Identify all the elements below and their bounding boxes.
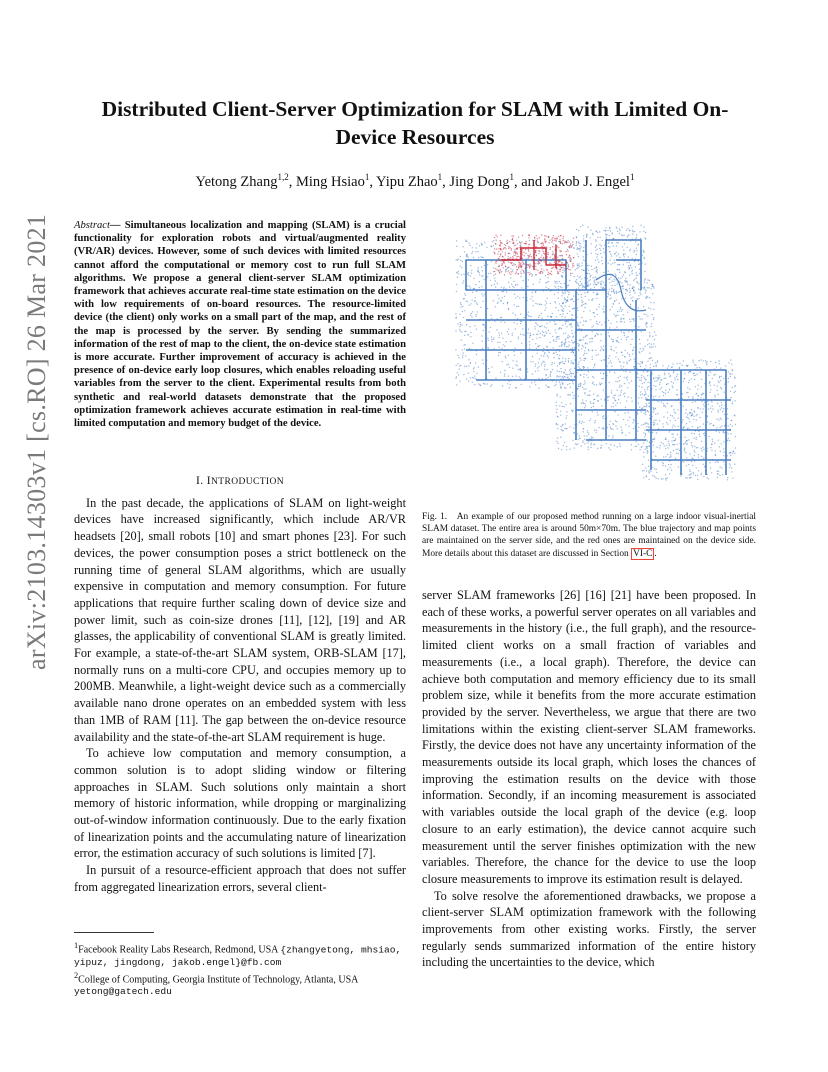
caption-label: Fig. 1.	[422, 512, 448, 522]
server-map-points	[641, 359, 737, 480]
abstract-label: Abstract	[74, 220, 110, 231]
author: Yipu Zhao$^1$,	[376, 172, 450, 190]
abstract-text: — Simultaneous localization and mapping (SLAM) is a crucial functionality for exploration robots and virtual/augmented reality (VR/AR) devices. However, some of such devices with limited resources cannot afford the computational or memory cost to run full SLAM algorithms. We propose a general client-server SLAM optimization framework that achieves accurate real-time state estimation on the device with low requirements of on-board resources. The resource-limited device (the client) only works on a small part of the map, and the rest of the map is processed by the server. By sending the summarized information of the rest of map to the client, the on-device state estimation is more accurate. Further improvement of accuracy is achieved in the presence of on-device early loop closures, which enables reloading useful variables from the server to the client. Experimental results from both synthetic and real-world datasets demonstrate that the proposed optimization framework achieves accurate estimation in real-time with limited computation and memory budget of the device.	[74, 220, 406, 430]
author: Ming Hsiao$^1$,	[295, 172, 377, 190]
paragraph: In the past decade, the applications of SLAM on light-weight devices have increased significantly, which include AR/VR headsets [20], small robots [10] and smart phones [23]. For such devices, the power consumption poses a strict bottleneck on the running time of general SLAM algorithms, which are usually expensive in computation and memory consumption. For future applications that require further scaling down of device size and power limit, such as coin-size drones [11], [12], [19] and AR glasses, the applicability of conventional SLAM is greatly limited. For example, a state-of-the-art SLAM system, ORB-SLAM [17], normally runs on a multi-core CPU, and occupies memory up to 200MB. Meanwhile, a light-weight device such as a commercially available nano drone operates on an embedded system with less than 1MB of RAM [11]. The gap between the on-device resource availability and the state-of-the-art SLAM requirement is huge.	[74, 495, 406, 744]
paragraph: To achieve low computation and memory consumption, a common solution is to adopt sliding window or filtering approaches in SLAM. Such solutions only maintain a short memory of historic information, while dropping or marginalizing out-of-window information continuously. Due to the early fixation of linearization points and the accumulating nature of linearization error, the estimation accuracy of such solutions is limited [7].	[74, 746, 406, 861]
section-reference-link[interactable]: VI-C	[633, 548, 653, 559]
footnote-2: $^2$College of Computing, Georgia Institute of Technology, Atlanta, USA yetong@gatech.edu	[74, 970, 358, 998]
abstract	[74, 219, 406, 430]
figure-caption: Fig. 1. An example of our proposed method running on a large indoor visual-inertial SLAM dataset. The entire area is around 50m×70m. The blue trajectory and map points are maintained on the server side, and the red ones are maintained on the device side. More details about this dataset are discussed in Section VI-C .	[422, 512, 756, 559]
left-column-body	[74, 473, 406, 896]
right-column-body	[422, 587, 756, 971]
author: Jakob J. Engel$^1$	[545, 172, 635, 190]
paragraph: server SLAM frameworks [26] [16] [21] have been proposed. In each of these works, a powerful server operates on all variables and measurements in the history (i.e., the full graph), and the resource-limited client works on a small fraction of variables and measurements (i.e., a local graph). Therefore, the device can achieve both computation and memory efficiency due to its small problem size, while it benefits from the more accurate estimation provided by the server. Nevertheless, we argue that there are two limitations within the existing client-server SLAM frameworks. Firstly, the device does not have any uncertainty information of the measurements outside its local graph, which loses the chances of improving the estimation results on the device with those information. Secondly, if an incoming measurement is associated with variables outside the local graph of the device (e.g. loop closure to an early estimation), the device cannot acquire such measurement until the server finishes optimization with the new variables. Therefore, the chance for the device to use the loop closure measurements to improve its estimation result is delayed.	[422, 588, 756, 886]
slam-map-figure	[446, 220, 746, 490]
arxiv-id: arXiv:2103.14303v1 [cs.RO] 26 Mar 2021	[22, 213, 51, 670]
server-trajectory	[576, 290, 646, 440]
section-heading-introduction: I. INTRODUCTION	[195, 475, 285, 487]
server-trajectory	[466, 260, 576, 380]
author: Jing Dong$^1$, and	[449, 172, 546, 190]
author-list	[80, 172, 750, 191]
author: Yetong Zhang$^{1,2}$,	[195, 172, 296, 190]
footnotes	[74, 940, 406, 999]
paragraph: To solve resolve the aforementioned drawbacks, we propose a client-server SLAM optimization framework with the following improvements from other existing works. Firstly, the server regularly sends summarized information of the entire history including the uncertainties to the device, which	[422, 888, 756, 970]
server-trajectory	[596, 274, 646, 310]
footnote-1: $^1$Facebook Reality Labs Research, Redmond, USA {zhangyetong, mhsiao, yipuz, jingdong, jakob.engel}@fb.com	[74, 941, 402, 968]
footnote-rule	[74, 932, 154, 933]
paper-title: Distributed Client-Server Optimization for SLAM with Limited On-Device Resources	[101, 97, 729, 149]
paragraph: In pursuit of a resource-efficient approach that does not suffer from aggregated linearization errors, several client-	[74, 863, 406, 894]
